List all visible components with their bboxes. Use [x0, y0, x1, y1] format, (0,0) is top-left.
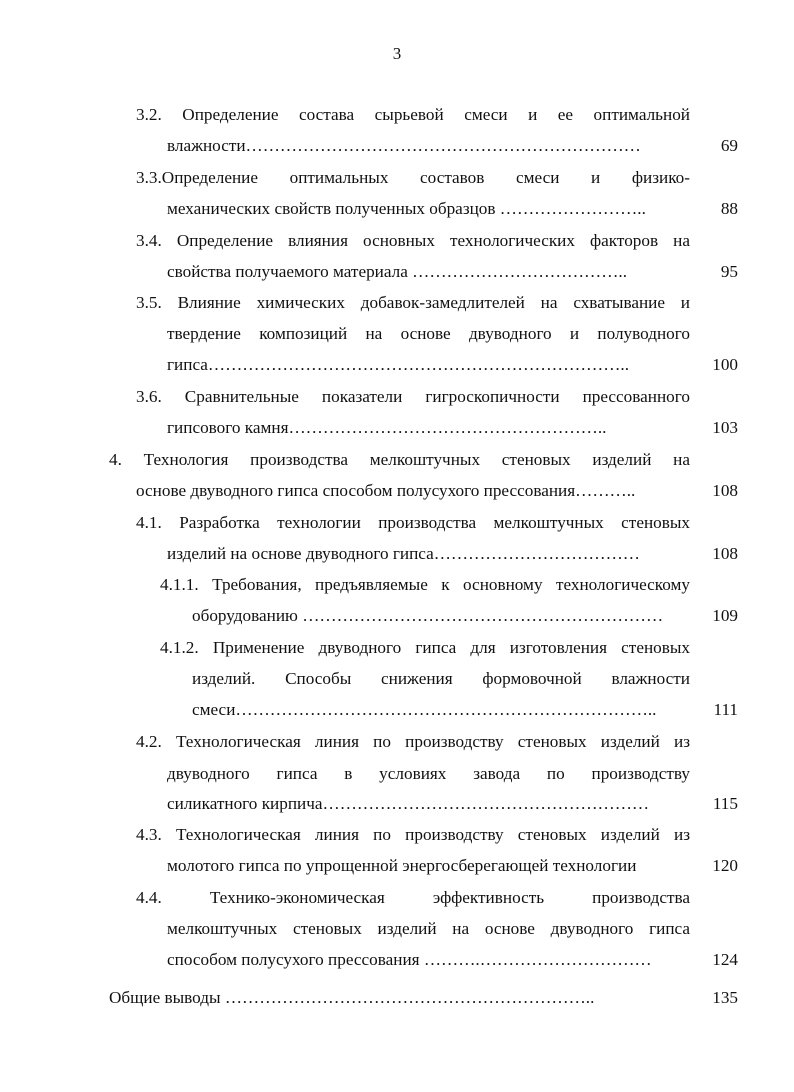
toc-entry-3-4-line-1: 3.4. Определение влияния основных технологических факторов на [136, 231, 690, 250]
toc-entry-3-6-page: 103 [712, 418, 738, 437]
toc-entry-4-2-line-1: 4.2. Технологическая линия по производству стеновых изделий из [136, 732, 690, 751]
toc-entry-4-2-line-2: двуводного гипса в условиях завода по производству [167, 764, 690, 783]
toc-entry-4-3-line-1: 4.3. Технологическая линия по производству стеновых изделий из [136, 825, 690, 844]
toc-entry-4-2-line-3: силикатного кирпича………………………………………………… [167, 794, 650, 813]
toc-entry-4-1-1-line-2: оборудованию ……………………………………………………… [192, 606, 664, 625]
toc-entry-4-1-1-line-1: 4.1.1. Требования, предъявляемые к основному технологическому [160, 575, 690, 594]
toc-entry-conclusions: Общие выводы ……………………………………………………….. [109, 988, 595, 1007]
toc-entry-4-1-2-line-1: 4.1.2. Применение двуводного гипса для изготовления стеновых [160, 638, 690, 657]
toc-entry-3-3-page: 88 [720, 199, 738, 218]
toc-entry-3-2-line-1: 3.2. Определение состава сырьевой смеси и ее оптимальной [136, 105, 690, 124]
toc-entry-4-4-line-1: 4.4. Технико-экономическая эффективность производства [136, 888, 690, 907]
toc-entry-3-6-line-1: 3.6. Сравнительные показатели гигроскопичности прессованного [136, 387, 690, 406]
page-number: 3 [392, 44, 402, 63]
toc-entry-3-6-line-2: гипсового камня……………………………………………….. [167, 418, 607, 437]
toc-entry-3-4-line-2: свойства получаемого материала ……………………………….. [167, 262, 627, 281]
toc-entry-4-2-page: 115 [712, 794, 738, 813]
toc-entry-4-3-line-2: молотого гипса по упрощенной энергосберегающей технологии [167, 856, 637, 875]
toc-entry-4-1-line-2: изделий на основе двуводного гипса……………………………… [167, 544, 640, 563]
toc-entry-3-2-page: 69 [720, 136, 738, 155]
toc-entry-3-5-line-2: твердение композиций на основе двуводного и полуводного [167, 324, 690, 343]
toc-entry-4-1-2-line-3: смеси……………………………………………………………….. [192, 700, 657, 719]
toc-entry-4-4-line-3: способом полусухого прессования ……….………………………… [167, 950, 652, 969]
toc-entry-4-1-2-line-2: изделий. Способы снижения формовочной влажности [192, 669, 690, 688]
toc-entry-4-line-2: основе двуводного гипса способом полусухого прессования……….. [136, 481, 636, 500]
toc-entry-3-2-line-2: влажности…………………………………………………………… [167, 136, 641, 155]
toc-entry-3-3-line-1: 3.3.Определение оптимальных составов смеси и физико- [136, 168, 690, 187]
toc-entry-4-page: 108 [712, 481, 738, 500]
toc-entry-4-4-line-2: мелкоштучных стеновых изделий на основе двуводного гипса [167, 919, 690, 938]
toc-entry-3-3-line-2: механических свойств полученных образцов …………………….. [167, 199, 646, 218]
toc-entry-4-1-1-page: 109 [712, 606, 738, 625]
toc-entry-4-line-1: 4. Технология производства мелкоштучных стеновых изделий на [109, 450, 690, 469]
toc-entry-3-5-line-1: 3.5. Влияние химических добавок-замедлителей на схватывание и [136, 293, 690, 312]
toc-entry-4-4-page: 124 [712, 950, 738, 969]
toc-entry-4-1-page: 108 [712, 544, 738, 563]
toc-entry-4-3-page: 120 [712, 856, 738, 875]
toc-entry-3-5-line-3: гипса……………………………………………………………….. [167, 355, 630, 374]
toc-entry-3-4-page: 95 [720, 262, 738, 281]
toc-entry-4-1-line-1: 4.1. Разработка технологии производства мелкоштучных стеновых [136, 513, 690, 532]
toc-entry-3-5-page: 100 [712, 355, 738, 374]
toc-entry-conclusions-page: 135 [712, 988, 738, 1007]
toc-entry-4-1-2-page: 111 [713, 700, 738, 719]
